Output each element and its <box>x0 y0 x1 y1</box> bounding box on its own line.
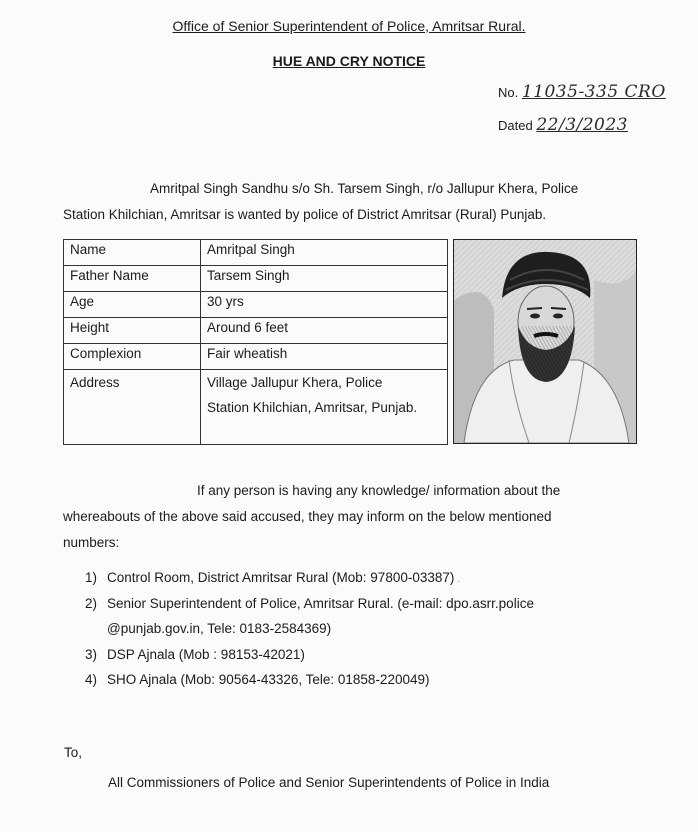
address-label: Address <box>64 370 201 445</box>
detail-value: 30 yrs <box>201 292 448 318</box>
suspect-photo <box>453 239 637 444</box>
list-item-number: 4) <box>85 672 98 687</box>
list-item-text: DSP Ajnala (Mob : 98153-42021) <box>107 647 305 662</box>
list-item-text: Senior Superintendent of Police, Amritsar Rural. (e-mail: dpo.asrr.police <box>107 596 534 611</box>
detail-label: Age <box>64 292 201 318</box>
address-value <box>201 370 448 445</box>
info-line-3: numbers: <box>63 535 120 550</box>
reference-number-value: 11035-335 CRO <box>521 82 666 102</box>
list-item-number: 2) <box>85 596 98 611</box>
detail-label: Height <box>64 318 201 344</box>
info-line-1: If any person is having any knowledge/ information about the <box>197 483 561 498</box>
list-item <box>85 672 429 687</box>
table-row <box>64 370 448 445</box>
info-line-2: whereabouts of the above said accused, they may inform on the below mentioned <box>63 509 552 524</box>
address-line-1: Village Jallupur Khera, Police <box>207 375 383 390</box>
table-row <box>64 240 448 266</box>
detail-value: Around 6 feet <box>201 318 448 344</box>
table-row <box>64 344 448 370</box>
intro-line-2: Station Khilchian, Amritsar is wanted by police of District Amritsar (Rural) Punjab. <box>63 207 547 222</box>
table-row <box>64 292 448 318</box>
detail-label: Complexion <box>64 344 201 370</box>
reference-date-value: 22/3/2023 <box>536 115 628 135</box>
address-line-2: Station Khilchian, Amritsar, Punjab. <box>207 400 418 415</box>
notice-title: HUE AND CRY NOTICE <box>272 53 426 69</box>
reference-number-label: No. <box>498 85 519 100</box>
detail-label: Father Name <box>64 266 201 292</box>
list-item <box>85 647 305 662</box>
office-heading: Office of Senior Superintendent of Police, Amritsar Rural. <box>172 18 526 34</box>
detail-value: Tarsem Singh <box>201 266 448 292</box>
list-item: 1) Control Room, District Amritsar Rural (Mob: 97800-03387) . <box>85 570 460 585</box>
list-item-continuation: @punjab.gov.in, Tele: 0183-2584369) <box>107 621 332 636</box>
detail-value: Amritpal Singh <box>201 240 448 266</box>
salutation-to: To, <box>64 745 83 760</box>
list-item-number: 1) <box>85 570 98 585</box>
reference-date <box>498 115 628 135</box>
table-row <box>64 318 448 344</box>
list-item-text: Control Room, District Amritsar Rural (Mob: 97800-03387) <box>107 570 455 585</box>
intro-line-1: Amritpal Singh Sandhu s/o Sh. Tarsem Singh, r/o Jallupur Khera, Police <box>150 181 579 196</box>
suspect-photo-image <box>454 240 636 443</box>
reference-number <box>498 82 666 102</box>
list-item <box>85 596 534 611</box>
list-item-text: SHO Ajnala (Mob: 90564-43326, Tele: 01858-220049) <box>107 672 430 687</box>
details-table <box>63 239 448 445</box>
table-row <box>64 266 448 292</box>
detail-label: Name <box>64 240 201 266</box>
list-item-number: 3) <box>85 647 98 662</box>
detail-value: Fair wheatish <box>201 344 448 370</box>
reference-date-label: Dated <box>498 118 533 133</box>
recipients-line: All Commissioners of Police and Senior Superintendents of Police in India <box>108 775 550 790</box>
